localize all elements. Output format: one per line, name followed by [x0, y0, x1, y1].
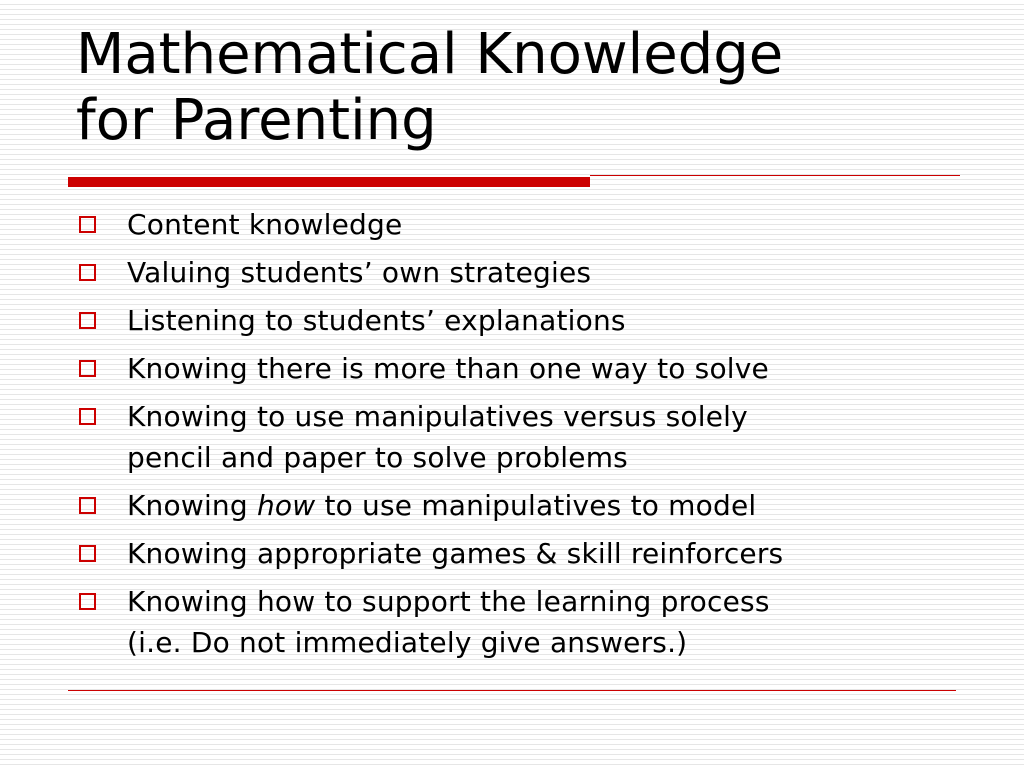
- footer-rule: [68, 690, 956, 691]
- bullet-text-before: Knowing: [127, 489, 257, 522]
- bullet-item-valuing-strategies: [76, 252, 976, 293]
- slide-title: [76, 22, 976, 154]
- hollow-square-bullet-icon: [79, 216, 96, 233]
- hollow-square-bullet-icon: [79, 264, 96, 281]
- slide-title-line-2: for Parenting: [76, 88, 437, 153]
- bullet-text-emphasis: how: [256, 489, 316, 522]
- bullet-text-line-1: Knowing to use manipulatives versus solely: [127, 400, 748, 433]
- slide-title-line-1: Mathematical Knowledge: [76, 22, 784, 87]
- hollow-square-bullet-icon: [79, 408, 96, 425]
- bullet-text: Knowing appropriate games & skill reinforcers: [127, 537, 784, 570]
- bullet-text: [127, 485, 976, 526]
- hollow-square-bullet-icon: [79, 497, 96, 514]
- bullet-text: Valuing students’ own strategies: [127, 256, 592, 289]
- bullet-text: Content knowledge: [127, 208, 403, 241]
- bullet-text-after: to use manipulatives to model: [315, 489, 757, 522]
- hollow-square-bullet-icon: [79, 593, 96, 610]
- bullet-list: [76, 204, 976, 670]
- title-underline-thin: [590, 175, 960, 176]
- title-underline-thick: [68, 177, 590, 187]
- bullet-item-content-knowledge: [76, 204, 976, 245]
- hollow-square-bullet-icon: [79, 360, 96, 377]
- bullet-text: Knowing there is more than one way to solve: [127, 352, 769, 385]
- bullet-text-line-2: pencil and paper to solve problems: [127, 441, 628, 474]
- bullet-text: Listening to students’ explanations: [127, 304, 626, 337]
- bullet-item-games-reinforcers: [76, 533, 976, 574]
- bullet-item-how-to-model: [76, 485, 976, 526]
- bullet-text-line-2: (i.e. Do not immediately give answers.): [127, 626, 688, 659]
- bullet-item-more-than-one-way: [76, 348, 976, 389]
- bullet-item-listening-explanations: [76, 300, 976, 341]
- bullet-item-manipulatives-vs-pencil: [76, 396, 976, 478]
- bullet-text-line-1: Knowing how to support the learning process: [127, 585, 770, 618]
- hollow-square-bullet-icon: [79, 312, 96, 329]
- bullet-item-support-learning: [76, 581, 976, 663]
- hollow-square-bullet-icon: [79, 545, 96, 562]
